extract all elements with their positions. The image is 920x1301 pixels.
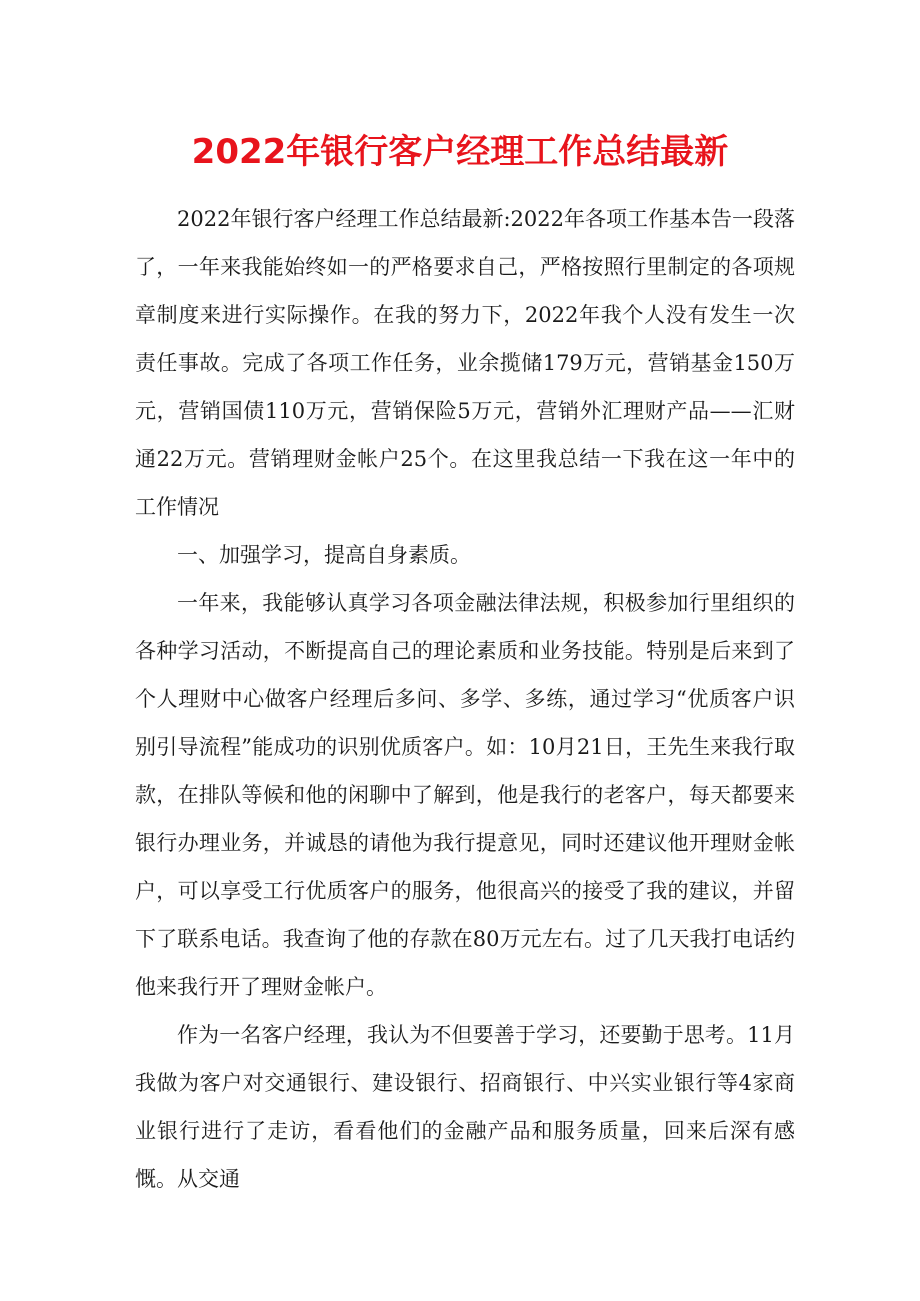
paragraph-thinking: 作为一名客户经理，我认为不但要善于学习，还要勤于思考。11月我做为客户对交通银行、建设银行、招商银行、中兴实业银行等4家商业银行进行了走访，看看他们的金融产品和服务质量，回来后深有感慨。从交通 [135, 1023, 795, 1191]
paragraph-intro: 2022年银行客户经理工作总结最新:2022年各项工作基本告一段落了，一年来我能始终如一的严格要求自己，严格按照行里制定的各项规章制度来进行实际操作。在我的努力下，2022年我个人没有发生一次责任事故。完成了各项工作任务，业余揽储179万元，营销基金150万元，营销国债110万元，营销保险5万元，营销外汇理财产品——汇财通22万元。营销理财金帐户25个。在这里我总结一下我在这一年中的工作情况 [135, 207, 795, 519]
document-body [135, 195, 795, 1203]
document-title: 2022年银行客户经理工作总结最新 [191, 132, 729, 172]
section-heading-1: 一、加强学习，提高自身素质。 [177, 543, 471, 567]
paragraph-study: 一年来，我能够认真学习各项金融法律法规，积极参加行里组织的各种学习活动，不断提高自己的理论素质和业务技能。特别是后来到了个人理财中心做客户经理后多问、多学、多练，通过学习“优质客户识别引导流程”能成功的识别优质客户。如：10月21日，王先生来我行取款，在排队等候和他的闲聊中了解到，他是我行的老客户，每天都要来银行办理业务，并诚恳的请他为我行提意见，同时还建议他开理财金帐户，可以享受工行优质客户的服务，他很高兴的接受了我的建议，并留下了联系电话。我查询了他的存款在80万元左右。过了几天我打电话约他来我行开了理财金帐户。 [135, 591, 795, 999]
